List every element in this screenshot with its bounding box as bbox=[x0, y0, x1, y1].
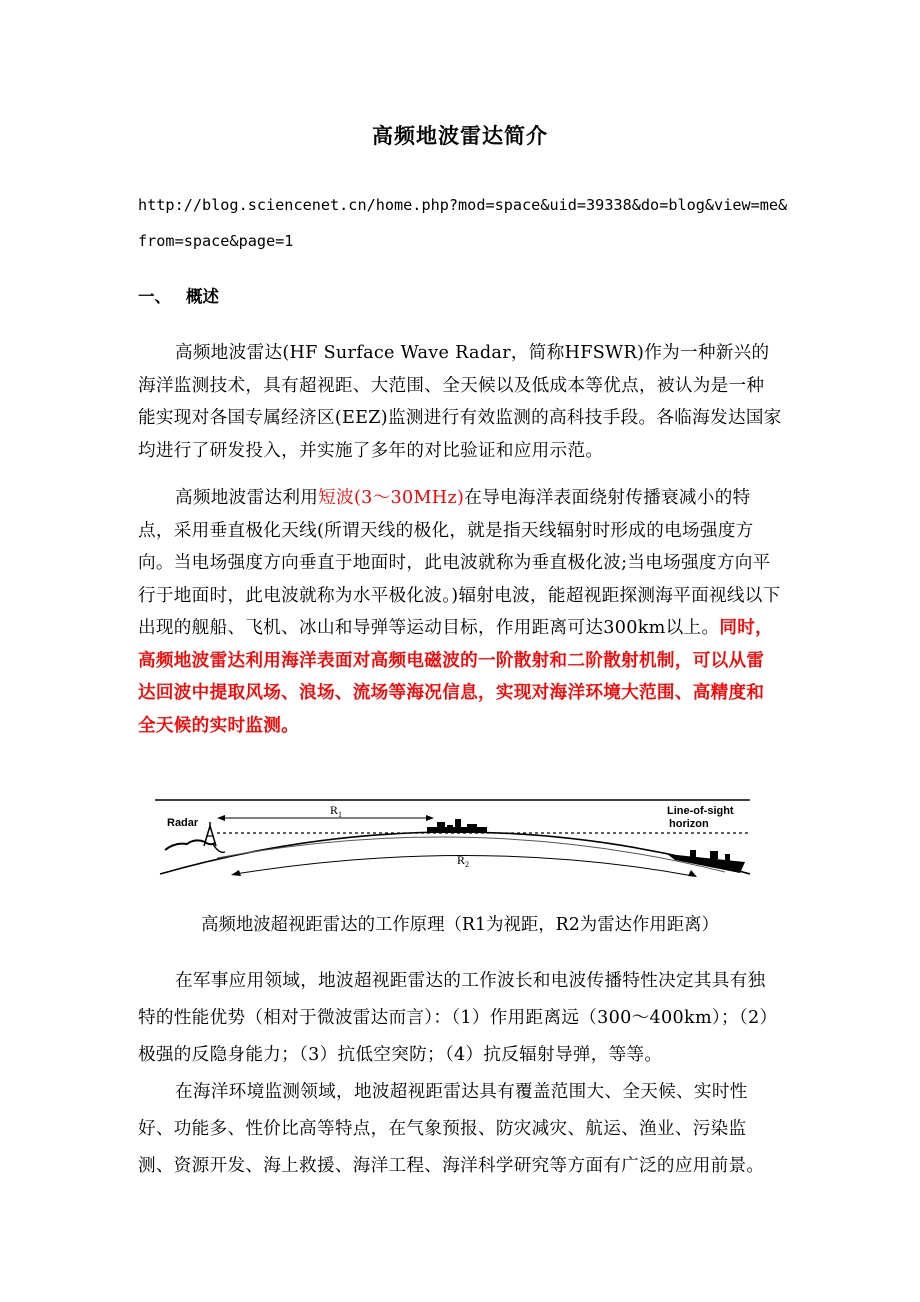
section-heading bbox=[138, 283, 219, 307]
principle-text-1: 高频地波雷达利用 bbox=[175, 488, 319, 508]
radar-principle-figure bbox=[155, 798, 750, 880]
radar-label: Radar bbox=[167, 817, 199, 829]
paragraph-ocean-monitoring: 在海洋环境监测领域，地波超视距雷达具有覆盖范围大、全天候、实时性好、功能多、性价比高等特点，在气象预报、防灾减灾、航运、渔业、污染监测、资源开发、海上救援、海洋工程、海洋科学研究等方面有广泛的应用前景。 bbox=[138, 1082, 765, 1176]
target-ships-near bbox=[427, 819, 487, 833]
paragraph-military: 在军事应用领域，地波超视距雷达的工作波长和电波传播特性决定其具有独特的性能优势（相对于微波雷达而言）：（1）作用距离远（300～400km）；（2）极强的反隐身能力；（3）抗低空突防；（4）抗反辐射导弹，等等。 bbox=[138, 971, 778, 1065]
los-label-line1: Line-of-sight bbox=[667, 805, 734, 817]
coastline bbox=[165, 840, 215, 850]
section-title: 概述 bbox=[186, 287, 219, 306]
paragraph-principle bbox=[138, 482, 782, 742]
principle-text-2: 在导电海洋表面绕射传播衰减小的特点，采用垂直极化天线(所谓天线的极化，就是指天线辐射时形成的电场强度方向。当电场强度方向垂直于地面时，此电波就称为垂直极化波;当电场强度方向平行于地面时，此电波就称为水平极化波。)辐射电波，能超视距探测海平面视线以下出现的舰船、飞机、冰山和导弹等运动目标，作用距离可达300km以上。 bbox=[138, 488, 781, 638]
r1-label: $R_1$ bbox=[330, 803, 343, 819]
los-label-line2: horizon bbox=[669, 818, 709, 830]
section-number: 一、 bbox=[138, 287, 171, 306]
paragraph-overview: 高频地波雷达(HF Surface Wave Radar，简称HFSWR)作为一种新兴的海洋监测技术，具有超视距、大范围、全天候以及低成本等优点，被认为是一种能实现对各国专属经济区(EEZ)监测进行有效监测的高科技手段。各临海发达国家均进行了研发投入，并实施了多年的对比验证和应用示范。 bbox=[138, 343, 782, 461]
shortwave-highlight: 短波(3～30MHz) bbox=[318, 488, 465, 508]
page-title: 高频地波雷达简介 bbox=[372, 124, 548, 148]
source-url[interactable]: http://blog.sciencenet.cn/home.php?mod=space&uid=39338&do=blog&view=me&from=space&page=1 bbox=[138, 196, 788, 250]
r2-label: $R_2$ bbox=[457, 853, 470, 869]
ocean-monitoring-highlight: 同时，高频地波雷达利用海洋表面对高频电磁波的一阶散射和二阶散射机制，可以从雷达回波中提取风场、浪场、流场等海况信息，实现对海洋环境大范围、高精度和全天候的实时监测。 bbox=[138, 617, 774, 736]
earth-surface-inner bbox=[217, 837, 725, 872]
radar-antenna-icon bbox=[204, 822, 225, 852]
figure-caption: 高频地波超视距雷达的工作原理（R1为视距，R2为雷达作用距离） bbox=[201, 915, 719, 935]
